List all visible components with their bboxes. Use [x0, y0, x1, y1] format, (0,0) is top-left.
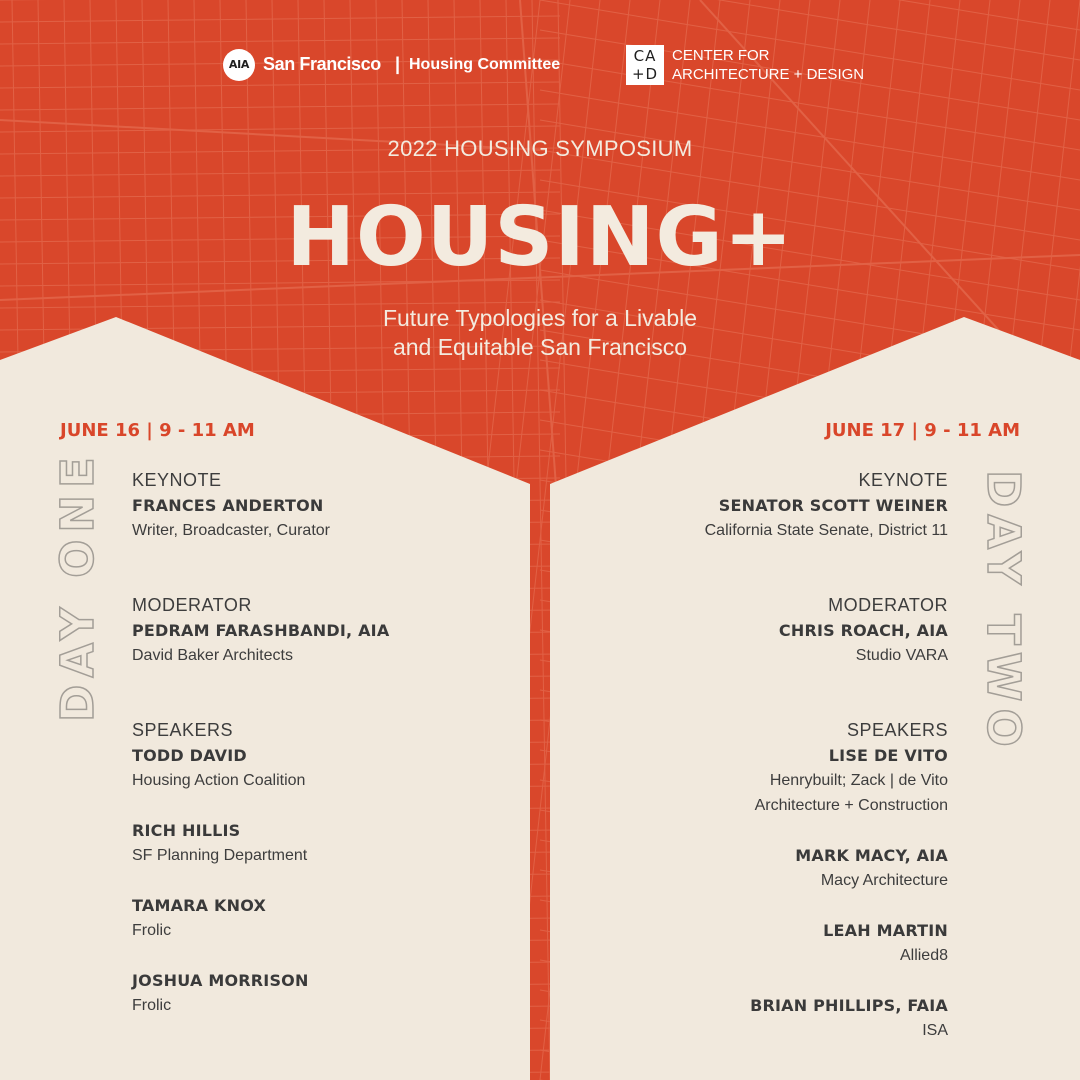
speaker-name: MARK MACY, AIA [795, 846, 948, 865]
keynote-block [588, 468, 948, 543]
speakers-role: SPEAKERS [132, 720, 234, 740]
cad-name-line1: CENTER FOR [672, 47, 770, 64]
moderator-role: MODERATOR [828, 595, 948, 615]
day-one-date: JUNE 16 | 9 - 11 AM [60, 420, 255, 441]
speaker-block [588, 918, 948, 968]
speakers-role: SPEAKERS [846, 720, 948, 740]
cad-mark-bottom: +D [631, 65, 659, 83]
event-title: HOUSING+ [286, 190, 794, 285]
speaker-block [588, 993, 948, 1043]
event-subtitle [0, 304, 1080, 362]
speaker-block [132, 818, 492, 868]
subtitle-line2: and Equitable San Francisco [392, 334, 688, 360]
logo-separator: | [395, 54, 401, 74]
keynote-affiliation: Writer, Broadcaster, Curator [132, 522, 330, 539]
cad-name-line2: ARCHITECTURE + DESIGN [672, 66, 865, 83]
keynote-block [132, 468, 492, 543]
committee-name: Housing Committee [409, 56, 561, 73]
aia-logo-mark: AIA [223, 49, 255, 81]
moderator-affiliation: David Baker Architects [132, 647, 293, 664]
speaker-name: LISE DE VITO [828, 746, 948, 765]
speaker-affiliation-line2: Architecture + Construction [754, 797, 948, 814]
speaker-name: TAMARA KNOX [132, 896, 266, 915]
moderator-block [588, 593, 948, 668]
speaker-block [132, 968, 492, 1018]
speaker-name: LEAH MARTIN [823, 921, 948, 940]
speaker-block [588, 718, 948, 818]
symposium-label: 2022 HOUSING SYMPOSIUM [387, 136, 693, 161]
moderator-role: MODERATOR [132, 595, 252, 615]
speaker-affiliation: Frolic [132, 922, 172, 939]
speaker-affiliation: ISA [922, 1022, 948, 1039]
moderator-name: CHRIS ROACH, AIA [778, 621, 948, 640]
keynote-role: KEYNOTE [858, 470, 948, 490]
keynote-role: KEYNOTE [132, 470, 222, 490]
moderator-affiliation: Studio VARA [855, 647, 948, 664]
aia-chapter-name: San Francisco [263, 54, 381, 74]
speaker-affiliation: Henrybuilt; Zack | de Vito [769, 772, 948, 789]
speaker-name: JOSHUA MORRISON [132, 971, 309, 990]
day-two-label: DAY TWO [977, 470, 1030, 754]
speaker-affiliation: Allied8 [899, 947, 948, 964]
moderator-block [132, 593, 492, 668]
speaker-block [132, 718, 492, 793]
speaker-block [132, 893, 492, 943]
day-two-date: JUNE 17 | 9 - 11 AM [825, 420, 1020, 441]
cad-mark-top: CA [633, 47, 657, 65]
speaker-name: RICH HILLIS [132, 821, 241, 840]
speaker-name: TODD DAVID [132, 746, 247, 765]
cad-logo-mark [626, 45, 664, 85]
keynote-name: SENATOR SCOTT WEINER [718, 496, 948, 515]
keynote-affiliation: California State Senate, District 11 [704, 522, 948, 539]
moderator-name: PEDRAM FARASHBANDI, AIA [132, 621, 390, 640]
speaker-block [588, 843, 948, 893]
speaker-affiliation: SF Planning Department [132, 847, 308, 864]
speaker-name: BRIAN PHILLIPS, FAIA [750, 996, 948, 1015]
speaker-affiliation: Macy Architecture [820, 872, 948, 889]
day-one-label: DAY ONE [51, 450, 104, 722]
keynote-name: FRANCES ANDERTON [132, 496, 324, 515]
speaker-affiliation: Frolic [132, 997, 172, 1014]
cad-name [672, 46, 864, 84]
subtitle-line1: Future Typologies for a Livable [382, 305, 698, 331]
speaker-affiliation: Housing Action Coalition [132, 772, 306, 789]
